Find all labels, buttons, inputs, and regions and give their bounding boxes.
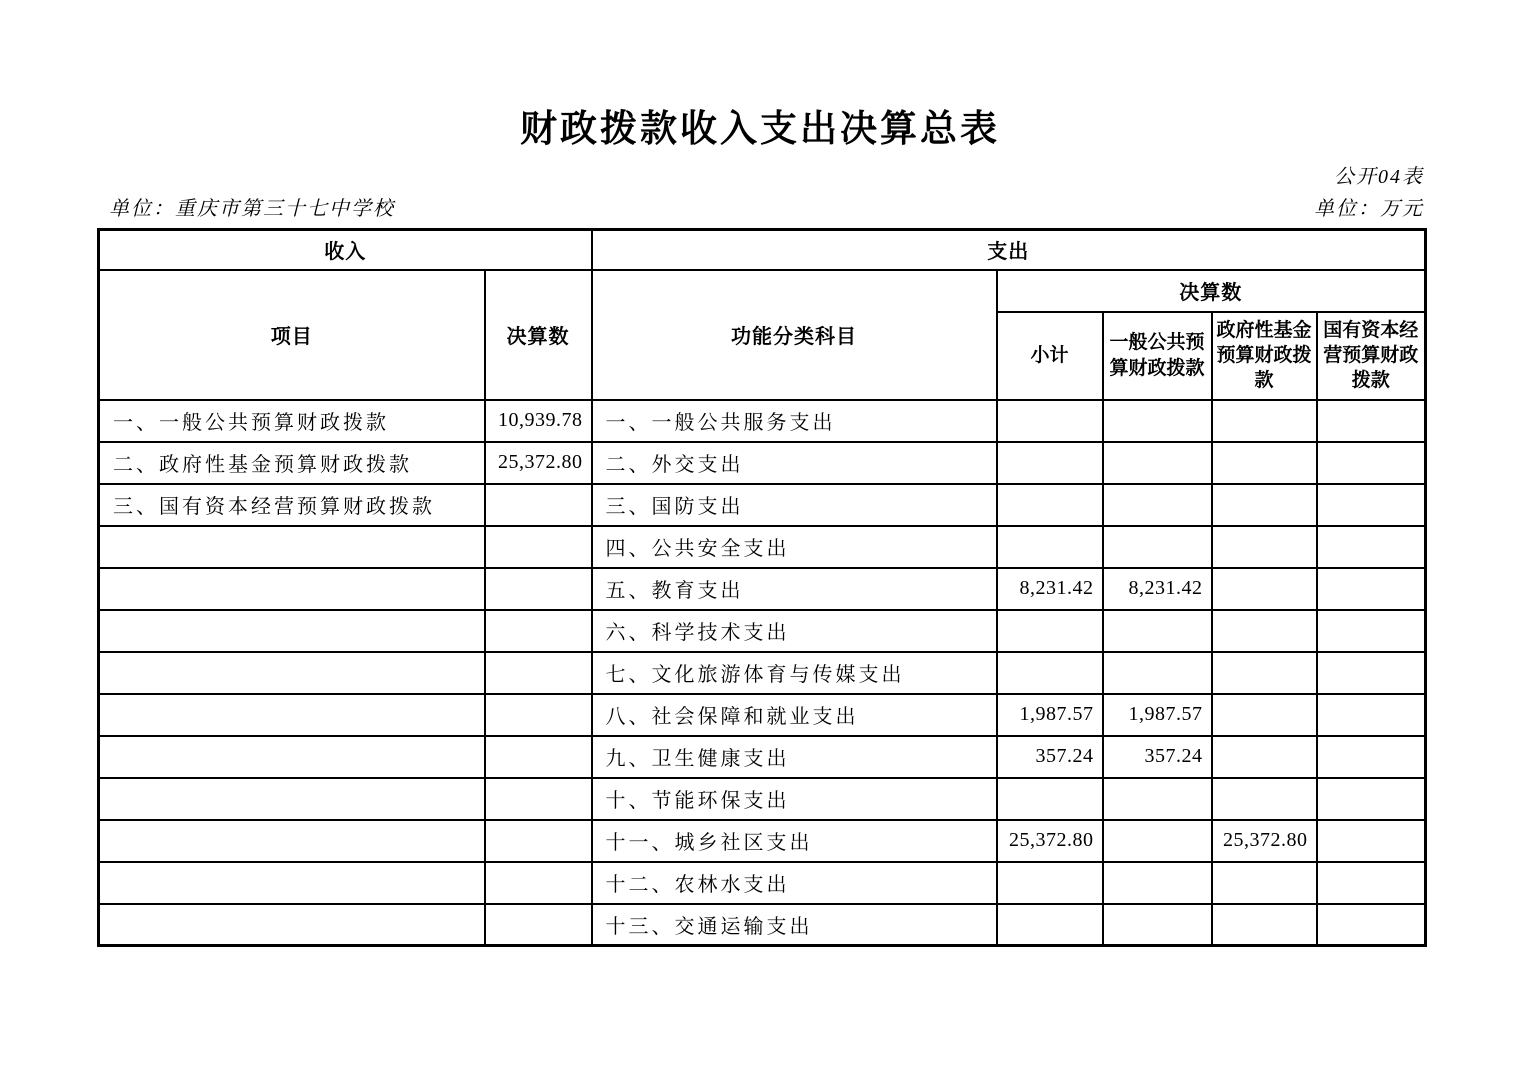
state-capital-cell (1317, 778, 1426, 820)
table-header (99, 230, 1426, 400)
expenditure-subject-cell: 九、卫生健康支出 (592, 736, 997, 778)
general-budget-cell (1103, 400, 1212, 442)
income-amount-cell (485, 526, 592, 568)
subtotal-cell (997, 526, 1103, 568)
form-code-spacer (97, 160, 109, 189)
expenditure-subject-cell: 三、国防支出 (592, 484, 997, 526)
subtotal-cell (997, 904, 1103, 946)
general-budget-cell (1103, 652, 1212, 694)
gov-fund-cell (1212, 904, 1317, 946)
form-code-row (97, 160, 1424, 189)
gov-fund-cell (1212, 442, 1317, 484)
subtotal-cell (997, 610, 1103, 652)
income-amount-cell (485, 904, 592, 946)
table-row (99, 862, 1426, 904)
col-header-gov-fund: 政府性基金预算财政拨款 (1212, 312, 1317, 400)
state-capital-cell (1317, 904, 1426, 946)
state-capital-cell (1317, 820, 1426, 862)
subtotal-cell: 1,987.57 (997, 694, 1103, 736)
expenditure-subject-cell: 十三、交通运输支出 (592, 904, 997, 946)
state-capital-cell (1317, 736, 1426, 778)
income-amount-cell (485, 652, 592, 694)
state-capital-cell (1317, 442, 1426, 484)
table-row (99, 904, 1426, 946)
general-budget-cell (1103, 778, 1212, 820)
expenditure-section-header: 支出 (592, 230, 1426, 270)
general-budget-cell (1103, 904, 1212, 946)
gov-fund-cell (1212, 526, 1317, 568)
expenditure-subject-cell: 八、社会保障和就业支出 (592, 694, 997, 736)
state-capital-cell (1317, 526, 1426, 568)
gov-fund-cell: 25,372.80 (1212, 820, 1317, 862)
final-accounts-header-row (99, 270, 1426, 312)
general-budget-cell (1103, 526, 1212, 568)
state-capital-cell (1317, 484, 1426, 526)
gov-fund-cell (1212, 778, 1317, 820)
gov-fund-cell (1212, 694, 1317, 736)
general-budget-cell (1103, 610, 1212, 652)
col-header-state-capital: 国有资本经营预算财政拨款 (1317, 312, 1426, 400)
income-amount-cell (485, 568, 592, 610)
form-code: 公开04表 (1334, 166, 1424, 188)
expenditure-subject-cell: 十一、城乡社区支出 (592, 820, 997, 862)
income-amount-cell: 10,939.78 (485, 400, 592, 442)
final-accounts-table (97, 228, 1427, 947)
gov-fund-cell (1212, 568, 1317, 610)
col-header-income-amount: 决算数 (485, 270, 592, 400)
col-header-general-budget: 一般公共预算财政拨款 (1103, 312, 1212, 400)
general-budget-cell (1103, 862, 1212, 904)
table-row (99, 400, 1426, 442)
income-item-cell (99, 610, 485, 652)
income-item-cell (99, 736, 485, 778)
expenditure-subject-cell: 五、教育支出 (592, 568, 997, 610)
expenditure-subject-cell: 四、公共安全支出 (592, 526, 997, 568)
expenditure-subject-cell: 二、外交支出 (592, 442, 997, 484)
section-header-row (99, 230, 1426, 270)
col-header-subject: 功能分类科目 (592, 270, 997, 400)
income-item-cell (99, 820, 485, 862)
gov-fund-cell (1212, 862, 1317, 904)
expenditure-subject-cell: 七、文化旅游体育与传媒支出 (592, 652, 997, 694)
income-amount-cell (485, 610, 592, 652)
income-item-cell: 二、政府性基金预算财政拨款 (99, 442, 485, 484)
subtotal-cell (997, 652, 1103, 694)
income-amount-cell (485, 736, 592, 778)
expenditure-subject-cell: 六、科学技术支出 (592, 610, 997, 652)
subtotal-cell (997, 778, 1103, 820)
table-row (99, 526, 1426, 568)
page-title: 财政拨款收入支出决算总表 (520, 108, 1000, 149)
expenditure-subject-cell: 十二、农林水支出 (592, 862, 997, 904)
income-amount-cell: 25,372.80 (485, 442, 592, 484)
table-row (99, 610, 1426, 652)
income-amount-cell (485, 484, 592, 526)
table-row (99, 820, 1426, 862)
gov-fund-cell (1212, 484, 1317, 526)
table-row (99, 484, 1426, 526)
income-amount-cell (485, 694, 592, 736)
subtotal-cell: 357.24 (997, 736, 1103, 778)
income-item-cell (99, 694, 485, 736)
income-amount-cell (485, 778, 592, 820)
table-row (99, 736, 1426, 778)
table-row (99, 694, 1426, 736)
income-item-cell (99, 568, 485, 610)
subtotal-cell (997, 862, 1103, 904)
gov-fund-cell (1212, 736, 1317, 778)
general-budget-cell (1103, 820, 1212, 862)
state-capital-cell (1317, 400, 1426, 442)
income-item-cell: 一、一般公共预算财政拨款 (99, 400, 485, 442)
table-row (99, 568, 1426, 610)
subtotal-cell: 25,372.80 (997, 820, 1103, 862)
income-item-cell (99, 526, 485, 568)
gov-fund-cell (1212, 400, 1317, 442)
subtotal-cell (997, 400, 1103, 442)
table-row (99, 652, 1426, 694)
col-header-final-accounts: 决算数 (997, 270, 1426, 312)
table-row (99, 778, 1426, 820)
general-budget-cell (1103, 442, 1212, 484)
state-capital-cell (1317, 694, 1426, 736)
table-body (99, 400, 1426, 946)
state-capital-cell (1317, 568, 1426, 610)
income-section-header: 收入 (99, 230, 592, 270)
gov-fund-cell (1212, 610, 1317, 652)
income-amount-cell (485, 820, 592, 862)
col-header-item: 项目 (99, 270, 485, 400)
state-capital-cell (1317, 652, 1426, 694)
expenditure-subject-cell: 一、一般公共服务支出 (592, 400, 997, 442)
col-header-subtotal: 小计 (997, 312, 1103, 400)
expenditure-subject-cell: 十、节能环保支出 (592, 778, 997, 820)
state-capital-cell (1317, 862, 1426, 904)
state-capital-cell (1317, 610, 1426, 652)
subtotal-cell: 8,231.42 (997, 568, 1103, 610)
subtotal-cell (997, 484, 1103, 526)
unit-name: 单位：重庆市第三十七中学校 (109, 198, 395, 220)
general-budget-cell (1103, 484, 1212, 526)
income-item-cell (99, 862, 485, 904)
general-budget-cell: 1,987.57 (1103, 694, 1212, 736)
subtotal-cell (997, 442, 1103, 484)
income-item-cell (99, 778, 485, 820)
gov-fund-cell (1212, 652, 1317, 694)
table-row (99, 442, 1426, 484)
income-item-cell (99, 652, 485, 694)
general-budget-cell: 357.24 (1103, 736, 1212, 778)
general-budget-cell: 8,231.42 (1103, 568, 1212, 610)
unit-measure: 单位：万元 (1314, 198, 1424, 220)
income-item-cell (99, 904, 485, 946)
unit-row (97, 192, 1424, 221)
income-item-cell: 三、国有资本经营预算财政拨款 (99, 484, 485, 526)
income-amount-cell (485, 862, 592, 904)
